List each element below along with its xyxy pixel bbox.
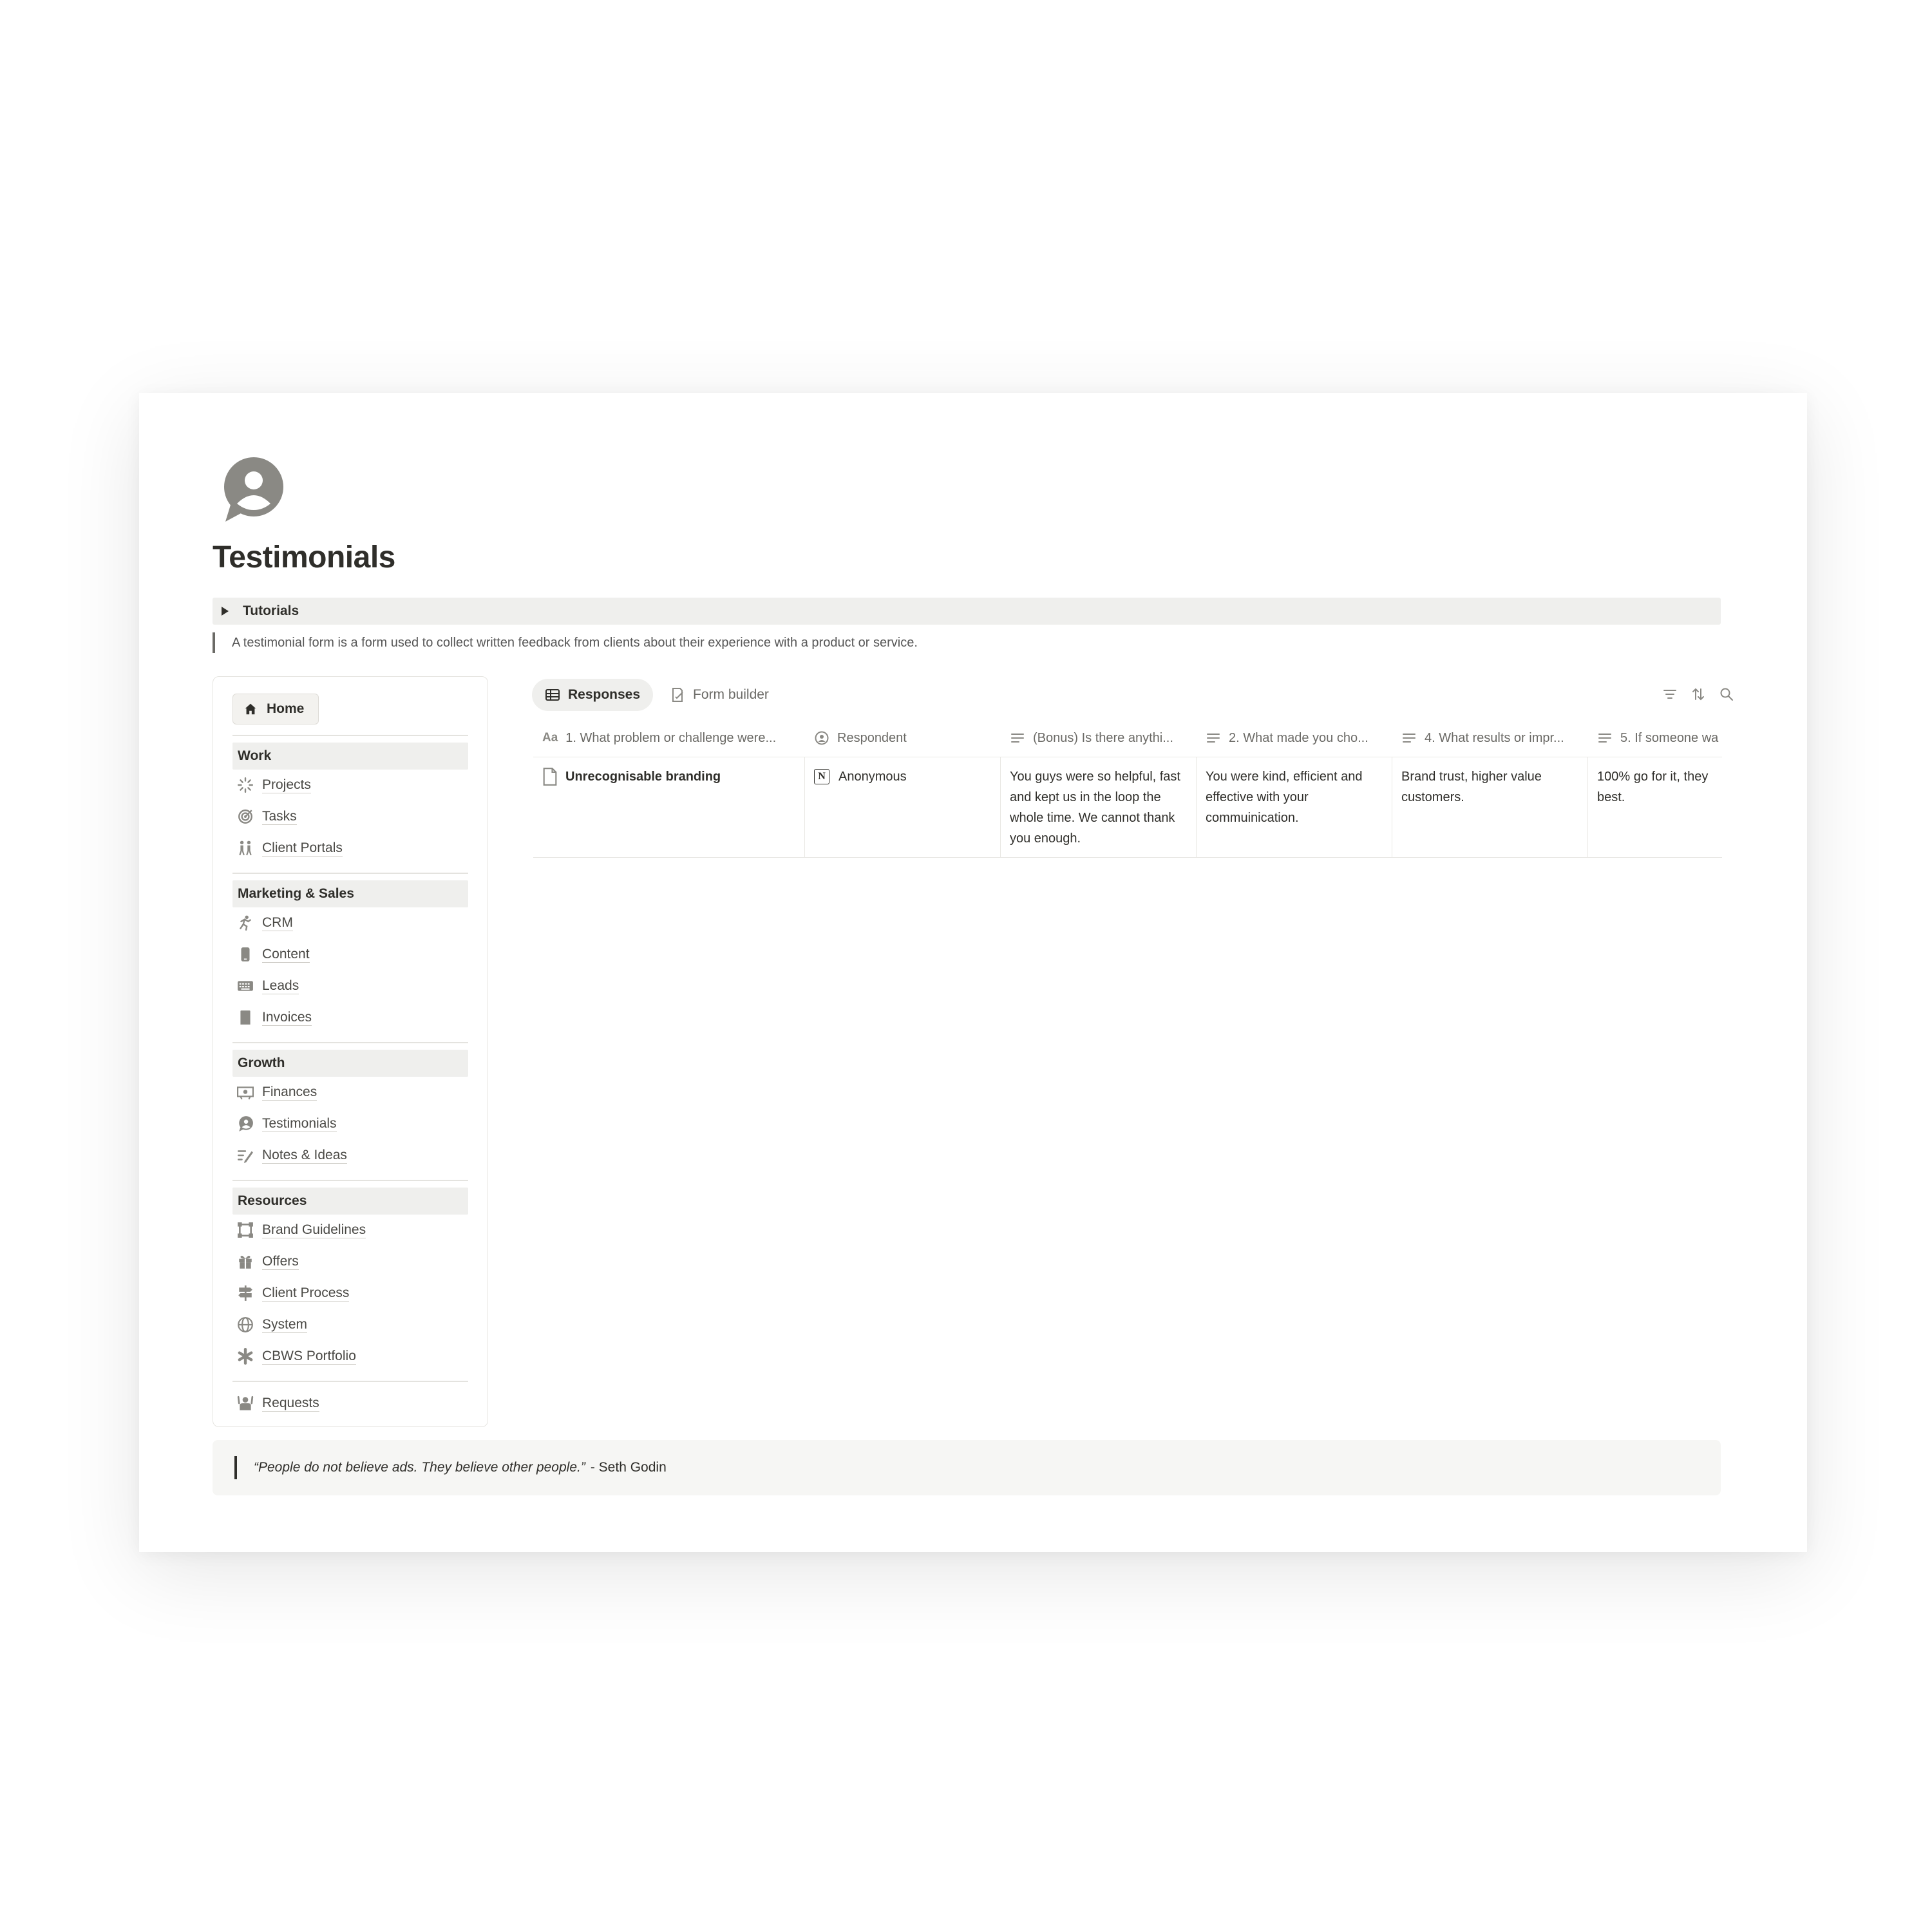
- sidebar-item-label: Projects: [262, 777, 311, 792]
- person-circle-icon: [814, 730, 829, 746]
- sidebar-divider: [232, 735, 468, 736]
- sidebar-item-label: Testimonials: [262, 1115, 337, 1131]
- money-icon: [236, 1083, 254, 1101]
- sidebar-item-client-portals[interactable]: [236, 835, 343, 861]
- tutorials-toggle[interactable]: [213, 598, 1721, 625]
- table-cell-respondent[interactable]: [805, 757, 1001, 858]
- globe-icon: [236, 1316, 254, 1334]
- people-icon: [236, 839, 254, 857]
- column-label: 5. If someone wa: [1620, 730, 1719, 745]
- column-header[interactable]: [1588, 719, 1722, 757]
- sidebar-item-client-process[interactable]: [236, 1280, 349, 1306]
- sidebar-item-label: Content: [262, 946, 310, 961]
- page-card: [139, 393, 1807, 1552]
- sidebar-item-label: Tasks: [262, 808, 297, 824]
- sidebar-item-notes-ideas[interactable]: [236, 1142, 347, 1168]
- respondent-name: Anonymous: [838, 770, 907, 784]
- sidebar-divider: [232, 1042, 468, 1043]
- text-lines-icon: [1206, 730, 1221, 746]
- text-type-icon: Aa: [542, 731, 558, 744]
- sidebar-divider: [232, 873, 468, 874]
- view-tabs: [532, 679, 786, 711]
- receipt-icon: [236, 1009, 254, 1027]
- sidebar-item-label: Client Process: [262, 1285, 350, 1300]
- sidebar-section-growth: Growth: [232, 1050, 468, 1077]
- sidebar-item-brand-guidelines[interactable]: [236, 1217, 366, 1243]
- spinner-icon: [236, 776, 254, 794]
- text-lines-icon: [1597, 730, 1613, 746]
- gift-icon: [236, 1253, 254, 1271]
- quote-bar: [234, 1456, 237, 1479]
- sidebar-item-crm[interactable]: [236, 910, 293, 936]
- column-label: 2. What made you cho...: [1229, 730, 1368, 745]
- pencil-lines-icon: [236, 1146, 254, 1164]
- sidebar-item-invoices[interactable]: [236, 1005, 312, 1030]
- page-icon: [542, 768, 558, 786]
- description-quote: A testimonial form is a form used to collect written feedback from clients about their experience with a product or service.: [213, 632, 1694, 653]
- column-header[interactable]: [805, 719, 1001, 757]
- speech-bubble-person-icon[interactable]: [216, 455, 287, 526]
- sidebar-item-label: Leads: [262, 978, 299, 993]
- runner-icon: [236, 914, 254, 932]
- sidebar-item-tasks[interactable]: [236, 804, 297, 829]
- sidebar-item-label: Offers: [262, 1253, 299, 1269]
- tab-form-builder[interactable]: [657, 679, 782, 711]
- page-title: Testimonials: [213, 540, 395, 574]
- sidebar-section-marketing-sales: Marketing & Sales: [232, 880, 468, 907]
- table-cell[interactable]: 100% go for it, they best.: [1597, 770, 1709, 804]
- column-label: (Bonus) Is there anythi...: [1033, 730, 1173, 745]
- sidebar-item-label: Client Portals: [262, 840, 343, 855]
- phone-icon: [236, 945, 254, 963]
- table-icon: [545, 687, 560, 703]
- target-icon: [236, 808, 254, 826]
- table-header: [533, 719, 1722, 757]
- frame-icon: [236, 1221, 254, 1239]
- sidebar-item-requests[interactable]: [236, 1390, 319, 1416]
- quote-author: - Seth Godin: [590, 1460, 667, 1475]
- sidebar-item-finances[interactable]: [236, 1079, 317, 1105]
- form-icon: [670, 687, 685, 703]
- column-header[interactable]: [1001, 719, 1197, 757]
- table-cell[interactable]: Brand trust, higher value customers.: [1392, 757, 1588, 858]
- search-icon[interactable]: [1719, 687, 1734, 702]
- filter-icon[interactable]: [1662, 687, 1678, 702]
- speech-bubble-person-icon: [236, 1115, 254, 1133]
- view-toolbar: [1649, 687, 1734, 702]
- sidebar-item-label: System: [262, 1316, 308, 1332]
- tab-label: Form builder: [693, 687, 769, 702]
- toggle-label: Tutorials: [243, 603, 299, 618]
- column-label: Respondent: [837, 730, 907, 745]
- row-title: Unrecognisable branding: [565, 770, 721, 784]
- sidebar-divider: [232, 1381, 468, 1382]
- sidebar-item-system[interactable]: [236, 1312, 307, 1338]
- sort-icon[interactable]: [1690, 687, 1706, 702]
- sidebar-item-cbws-portfolio[interactable]: [236, 1343, 356, 1369]
- sidebar-nav: [213, 676, 488, 1427]
- column-header[interactable]: [1197, 719, 1392, 757]
- sidebar-item-label: CRM: [262, 914, 293, 930]
- sidebar-item-testimonials[interactable]: [236, 1111, 337, 1137]
- column-label: 4. What results or impr...: [1425, 730, 1564, 745]
- signpost-icon: [236, 1284, 254, 1302]
- asterisk-icon: [236, 1347, 254, 1365]
- sidebar-divider: [232, 1180, 468, 1181]
- table-cell[interactable]: You were kind, efficient and effective with your commuinication.: [1197, 757, 1392, 858]
- person-raise-hand-icon: [236, 1394, 254, 1412]
- toggle-triangle-icon[interactable]: [222, 607, 229, 616]
- home-button[interactable]: [232, 694, 319, 724]
- sidebar-item-label: Finances: [262, 1084, 317, 1099]
- tab-label: Responses: [568, 687, 641, 702]
- sidebar-item-offers[interactable]: [236, 1249, 299, 1274]
- sidebar-item-label: Invoices: [262, 1009, 312, 1025]
- sidebar-item-label: Notes & Ideas: [262, 1147, 347, 1162]
- sidebar-section-resources: Resources: [232, 1188, 468, 1215]
- keyboard-icon: [236, 977, 254, 995]
- tab-responses[interactable]: [532, 679, 653, 711]
- home-label: Home: [267, 701, 305, 716]
- responses-table: [533, 719, 1722, 860]
- sidebar-item-leads[interactable]: [236, 973, 299, 999]
- sidebar-item-projects[interactable]: [236, 772, 311, 798]
- footer-quote-callout: [213, 1440, 1721, 1495]
- sidebar-section-work: Work: [232, 743, 468, 770]
- table-cell[interactable]: You guys were so helpful, fast and kept us in the loop the whole time. We cannot thank you enough.: [1001, 757, 1197, 858]
- sidebar-item-content[interactable]: [236, 942, 310, 967]
- column-header[interactable]: [1392, 719, 1588, 757]
- sidebar-item-label: Brand Guidelines: [262, 1222, 366, 1237]
- column-header[interactable]: [533, 719, 805, 757]
- text-lines-icon: [1401, 730, 1417, 746]
- sidebar-item-label: Requests: [262, 1395, 319, 1410]
- text-lines-icon: [1010, 730, 1025, 746]
- home-icon: [243, 702, 258, 716]
- table-cell-title[interactable]: [533, 757, 805, 858]
- column-label: 1. What problem or challenge were...: [565, 730, 777, 745]
- sidebar-item-label: CBWS Portfolio: [262, 1348, 356, 1363]
- quote-text: “People do not believe ads. They believe other people.”: [254, 1460, 585, 1475]
- table-row[interactable]: [533, 757, 1722, 858]
- notion-logo-icon: N: [814, 769, 829, 784]
